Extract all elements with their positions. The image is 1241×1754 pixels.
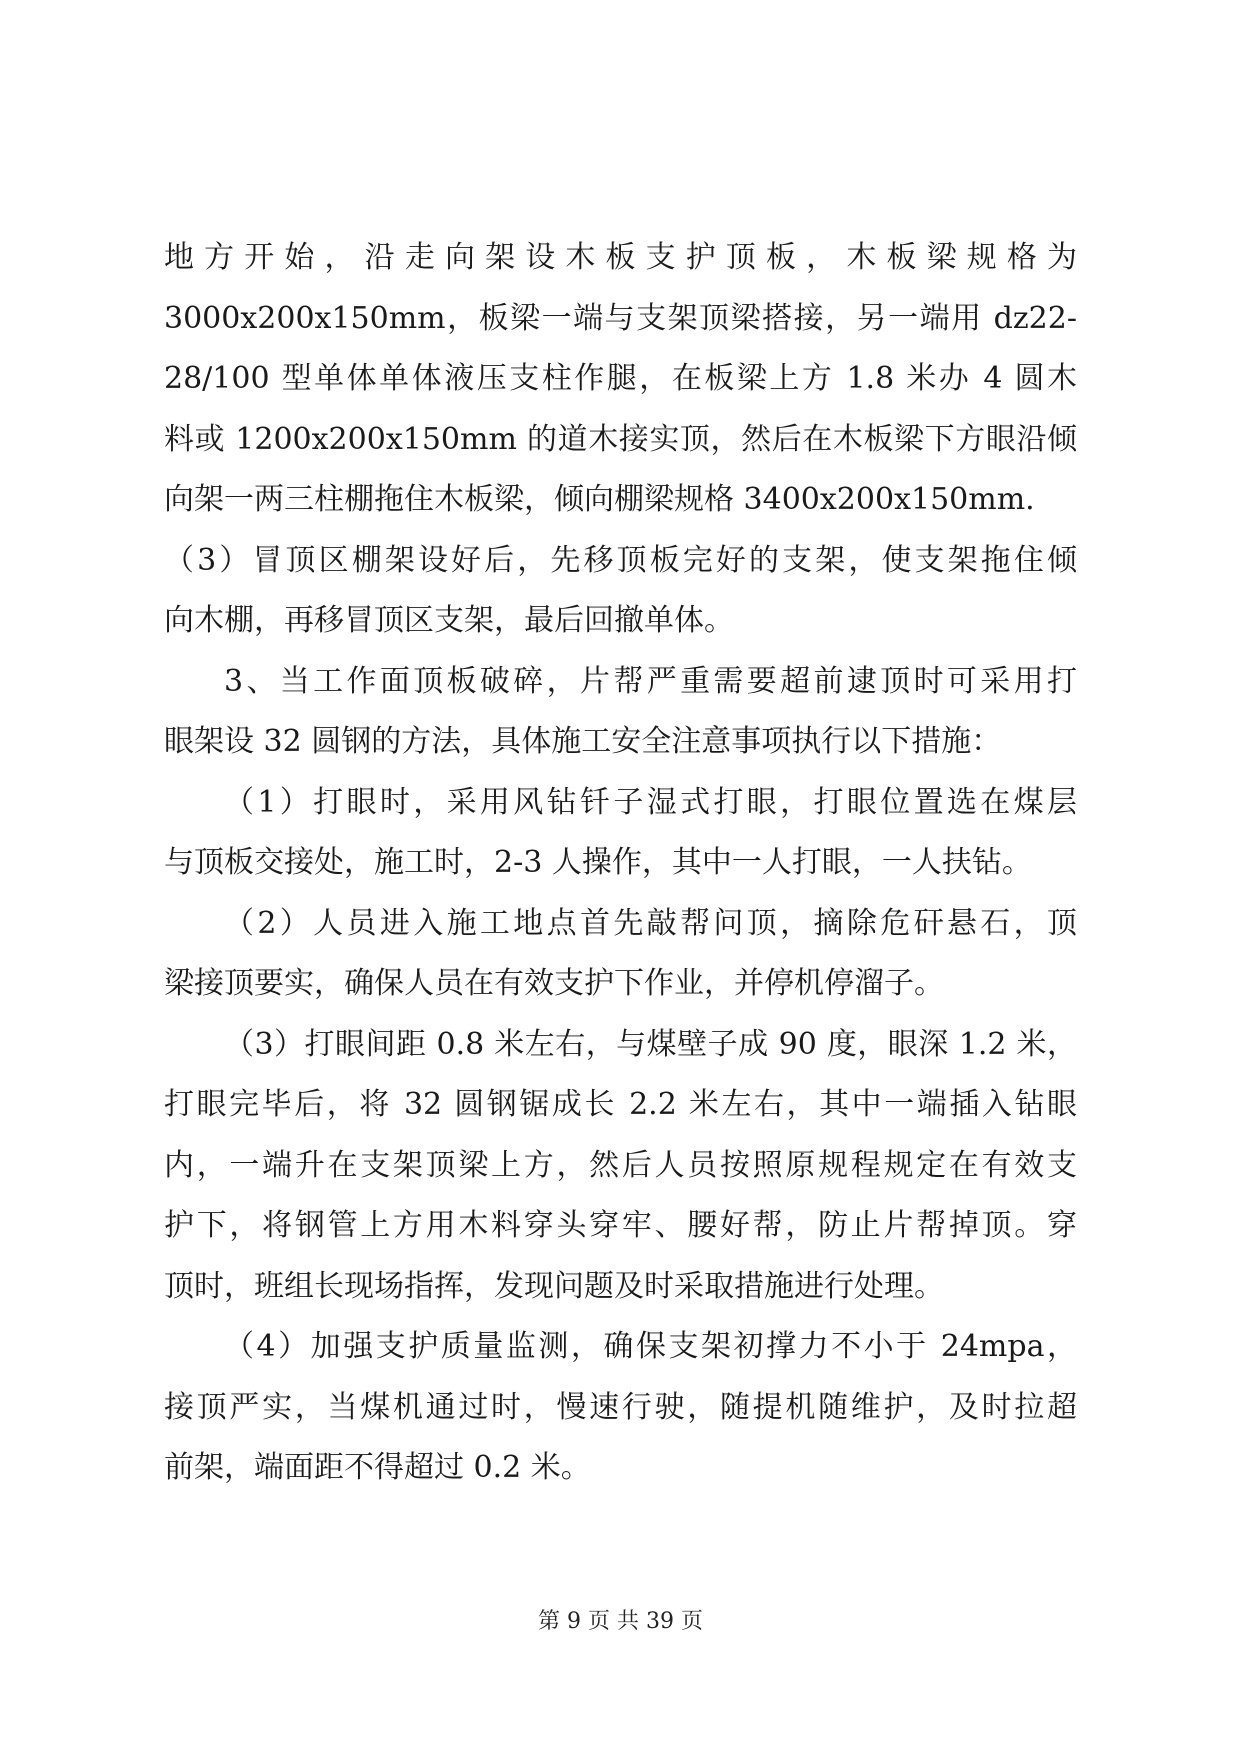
text-line: 与顶板交接处，施工时，2-3 人操作，其中一人打眼，一人扶钻。 [164,845,1032,880]
paragraph-first-line: 3、当工作面顶板破碎，片帮严重需要超前逮顶时可采用打 [224,663,1077,699]
text-line: 向架一两三柱棚拖住木板梁，倾向棚梁规格 3400x200x150mm. [164,482,1035,517]
text-line: 眼架设 32 圆钢的方法，具体施工安全注意事项执行以下措施： [164,724,1002,759]
text-line: 地方开始，沿走向架设木板支护顶板，木板梁规格为 [164,240,1077,275]
text-line: 料或 1200x200x150mm 的道木接实顶，然后在木板梁下方眼沿倾 [164,421,1077,457]
text-line: 梁接顶要实，确保人员在有效支护下作业，并停机停溜子。 [164,966,944,1001]
text-line: 内，一端升在支架顶梁上方，然后人员按照原规程规定在有效支 [164,1147,1077,1183]
text-line: （3）冒顶区棚架设好后，先移顶板完好的支架，使支架拖住倾 [164,542,1077,578]
text-line: 打眼完毕后，将 32 圆钢锯成长 2.2 米左右，其中一端插入钻眼 [164,1087,1077,1122]
paragraph-first-line: （1）打眼时，采用风钻钎子湿式打眼，打眼位置选在煤层 [224,784,1077,820]
paragraph-first-line: （2）人员进入施工地点首先敲帮问顶，摘除危矸悬石，顶 [224,905,1077,941]
text-line: 顶时，班组长现场指挥，发现问题及时采取措施进行处理。 [164,1268,944,1304]
text-line: 前架，端面距不得超过 0.2 米。 [164,1450,591,1485]
text-line: 28/100 型单体单体液压支柱作腿，在板梁上方 1.8 米办 4 圆木 [164,361,1077,396]
text-line: 向木棚，再移冒顶区支架，最后回撤单体。 [164,603,734,638]
page-number-footer: 第 9 页 共 39 页 [538,1609,703,1634]
text-line: 接顶严实，当煤机通过时，慢速行驶，随提机随维护，及时拉超 [164,1389,1077,1425]
text-line: 3000x200x150mm，板梁一端与支架顶梁搭接，另一端用 dz22- [164,300,1077,336]
document-body [164,228,1077,1499]
paragraph-first-line: （3）打眼间距 0.8 米左右，与煤壁子成 90 度，眼深 1.2 米， [224,1026,1077,1062]
paragraph-first-line: （4）加强支护质量监测，确保支架初撑力不小于 24mpa， [224,1329,1077,1364]
text-line: 护下，将钢管上方用木料穿头穿牢、腰好帮，防止片帮掉顶。穿 [164,1208,1077,1243]
